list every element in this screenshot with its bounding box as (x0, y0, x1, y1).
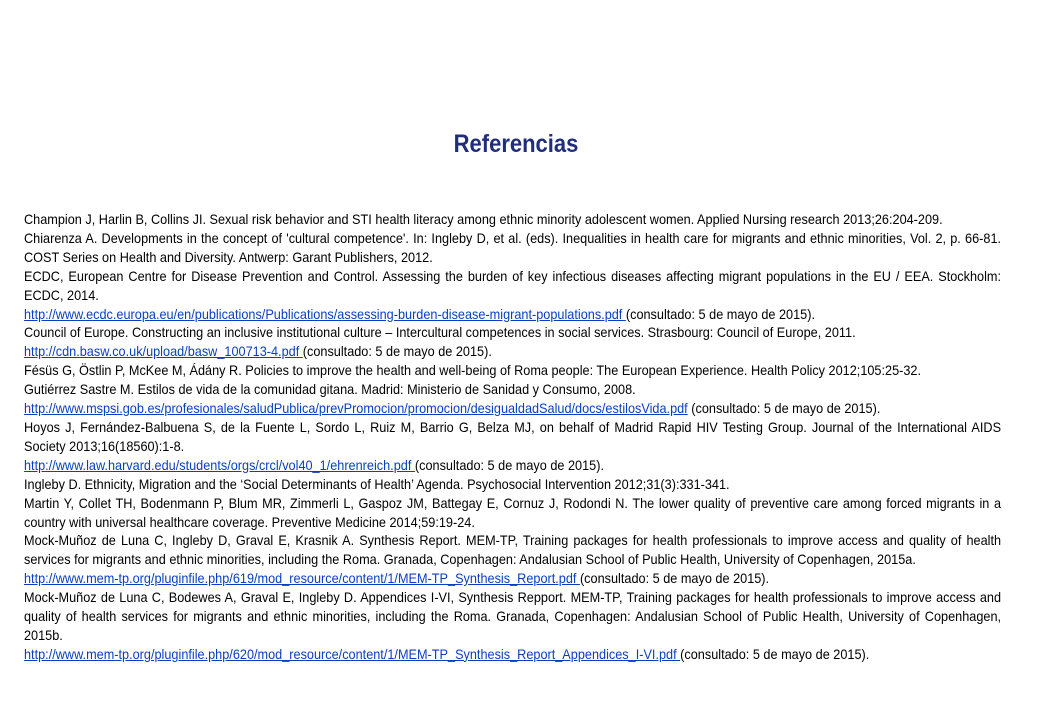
reference-text: Champion J, Harlin B, Collins JI. Sexual risk behavior and STI health literacy among ethnic minority adolescent women. Applied Nursing research 2013;26:204-209. (24, 212, 943, 227)
reference-item (24, 268, 1001, 325)
reference-link-line (24, 343, 1001, 362)
reference-text: Fésüs G, Östlin P, McKee M, Ádány R. Policies to improve the health and well-being of Roma people: The European Experience. Health Policy 2012;105:25-32. (24, 363, 922, 379)
reference-link-line (24, 646, 1001, 665)
reference-link[interactable]: http://www.ecdc.europa.eu/en/publications/Publications/assessing-burden-disease-migrant-populations.pdf (24, 306, 626, 322)
consulted-note: (consultado: 5 de mayo de 2015). (625, 306, 815, 322)
reference-link[interactable]: http://cdn.basw.co.uk/upload/basw_100713-4.pdf (24, 344, 303, 360)
reference-item (24, 381, 1001, 419)
reference-item (24, 211, 1001, 230)
reference-link-line (24, 570, 1001, 589)
reference-link-line (24, 400, 1001, 419)
reference-text: Council of Europe. Constructing an inclusive institutional culture – Intercultural competences in social services. Strasbourg: Council of Europe, 2011. (24, 325, 856, 341)
consulted-note: (consultado: 5 de mayo de 2015). (414, 457, 605, 473)
reference-item (24, 589, 1001, 665)
reference-text: ECDC, European Centre for Disease Prevention and Control. Assessing the burden of key infectious diseases affecting migrant populations in the EU / EEA. Stockholm: ECDC, 2014. (24, 268, 1002, 303)
reference-item (24, 324, 1001, 362)
consulted-note: (consultado: 5 de mayo de 2015). (579, 571, 770, 587)
consulted-note: (consultado: 5 de mayo de 2015). (302, 344, 492, 360)
reference-link[interactable]: http://www.mem-tp.org/pluginfile.php/619/mod_resource/content/1/MEM-TP_Synthesis_Report.pdf (24, 571, 580, 587)
reference-link[interactable]: http://www.mspsi.gob.es/profesionales/saludPublica/prevPromocion/promocion/desigualdadSalud/docs/estilosVida.pdf (24, 401, 688, 417)
reference-list (24, 211, 1001, 665)
reference-item (24, 476, 1001, 495)
reference-text: Gutiérrez Sastre M. Estilos de vida de la comunidad gitana. Madrid: Ministerio de Sanidad y Consumo, 2008. (24, 382, 636, 398)
reference-text: Hoyos J, Fernández-Balbuena S, de la Fuente L, Sordo L, Ruiz M, Barrio G, Belza MJ, on behalf of Madrid Rapid HIV Testing Group. Journal of the International AIDS Society 2013;16(18560):1-8. (24, 419, 1002, 454)
reference-item (24, 419, 1001, 476)
reference-text: Mock-Muñoz de Luna C, Bodewes A, Graval E, Ingleby D. Appendices I-VI, Synthesis Repport. MEM-TP, Training packages for health professionals to improve access and quality of health services for migrants and ethnic minorities, including the Roma. Granada, Copenhagen: Andalusian School of Public Health, University of Copenhagen, 2015b. (24, 590, 1002, 643)
consulted-note: (consultado: 5 de mayo de 2015). (680, 646, 870, 662)
reference-item (24, 532, 1001, 589)
page-title: Referencias (453, 130, 579, 158)
reference-item (24, 495, 1001, 533)
reference-text: Martin Y, Collet TH, Bodenmann P, Blum MR, Zimmerli L, Gaspoz JM, Battegay E, Cornuz J, Rodondi N. The lower quality of preventive care among forced migrants in a country with universal healthcare coverage. Preventive Medicine 2014;59:19-24. (24, 495, 1002, 530)
reference-text: Ingleby D. Ethnicity, Migration and the ‘Social Determinants of Health’ Agenda. Psychosocial Intervention 2012;31(3):331-341. (24, 476, 730, 492)
reference-link-line (24, 306, 1001, 325)
reference-link[interactable]: http://www.mem-tp.org/pluginfile.php/620/mod_resource/content/1/MEM-TP_Synthesis_Report_Appendices_I-VI.pdf (24, 646, 681, 662)
reference-text: Mock-Muñoz de Luna C, Ingleby D, Graval E, Krasnik A. Synthesis Report. MEM-TP, Training packages for health professionals to improve access and quality of health services for migrants and ethnic minorities, including the Roma. Granada, Copenhagen: Andalusian School of Public Health, University of Copenhagen, 2015a. (24, 533, 1002, 568)
reference-link[interactable]: http://www.law.harvard.edu/students/orgs/crcl/vol40_1/ehrenreich.pdf (24, 457, 415, 473)
reference-link-line (24, 457, 1001, 476)
reference-item (24, 362, 1001, 381)
consulted-note: (consultado: 5 de mayo de 2015). (687, 401, 881, 417)
reference-item (24, 230, 1001, 268)
reference-text: Chiarenza A. Developments in the concept of 'cultural competence'. In: Ingleby D, et al. (eds). Inequalities in health care for migrants and ethnic minorities, Vol. 2, p. 66-81. COST Series on Health and Diversity. Antwerp: Garant Publishers, 2012. (24, 230, 1002, 265)
